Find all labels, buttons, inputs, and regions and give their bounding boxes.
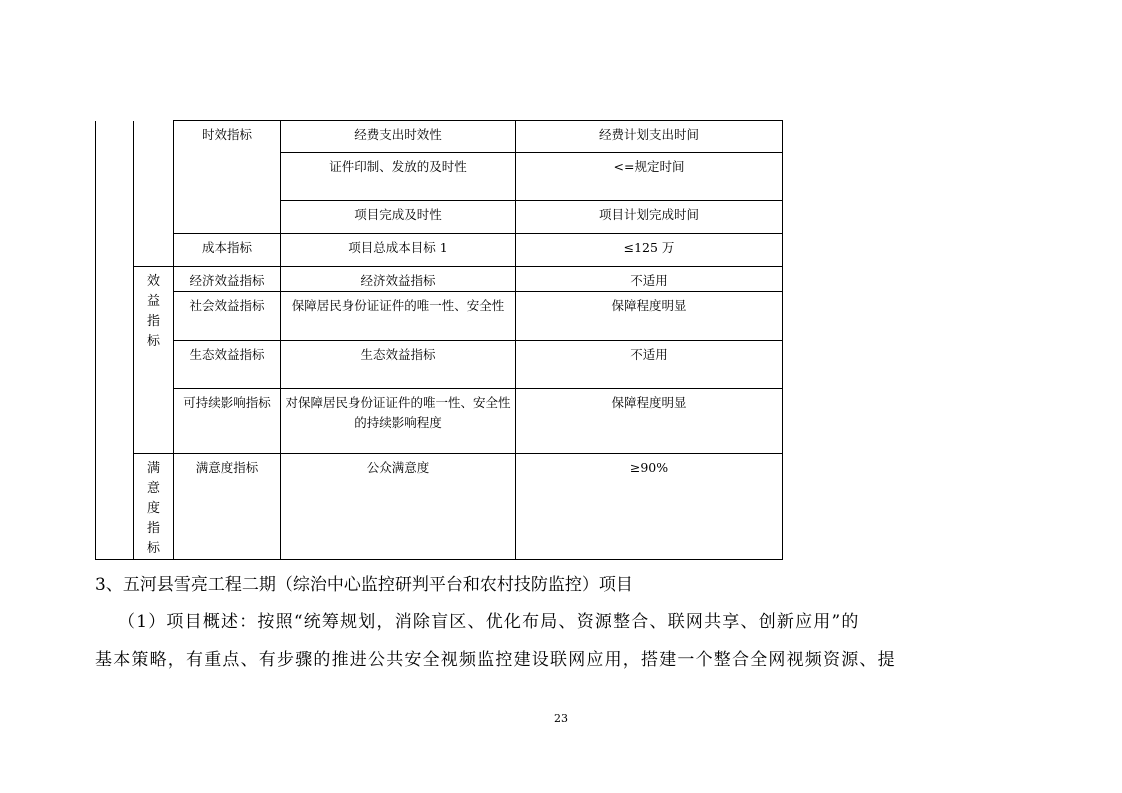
indicator-cell: 项目完成及时性 (281, 201, 516, 234)
paragraph-line: （1）项目概述：按照“统筹规划，消除盲区、优化布局、资源整合、联网共享、创新应用”的 (118, 612, 860, 632)
table-row (96, 454, 783, 560)
indicator-cell: 保障居民身份证证件的唯一性、安全性 (281, 292, 516, 341)
level1-cell (96, 121, 134, 560)
page-number: 23 (554, 712, 568, 725)
value-cell: <=规定时间 (516, 153, 783, 201)
indicator-cell: 公众满意度 (281, 454, 516, 560)
table-row (96, 267, 783, 292)
indicator-cell: 项目总成本目标 1 (281, 234, 516, 267)
table-row (96, 121, 783, 153)
indicator-cell: 生态效益指标 (281, 341, 516, 389)
level2-cell (134, 121, 174, 267)
level3-cell: 社会效益指标 (174, 292, 281, 341)
level3-cell: 满意度指标 (174, 454, 281, 560)
level3-cell: 可持续影响指标 (174, 389, 281, 454)
table-row (96, 389, 783, 454)
value-cell: 保障程度明显 (516, 292, 783, 341)
value-cell: 保障程度明显 (516, 389, 783, 454)
level3-cell: 经济效益指标 (174, 267, 281, 292)
paragraph-line: 基本策略，有重点、有步骤的推进公共安全视频监控建设联网应用，搭建一个整合全网视频资源、提 (95, 650, 896, 670)
value-cell: ≥90% (516, 454, 783, 560)
value-cell: 项目计划完成时间 (516, 201, 783, 234)
section-heading: 3、五河县雪亮工程二期（综治中心监控研判平台和农村技防监控）项目 (95, 575, 633, 595)
value-cell: 经费计划支出时间 (516, 121, 783, 153)
table-row (96, 341, 783, 389)
table-row (96, 292, 783, 341)
level2-cell: 效益指标 (134, 267, 174, 454)
level3-cell: 成本指标 (174, 234, 281, 267)
value-cell: 不适用 (516, 341, 783, 389)
value-cell: 不适用 (516, 267, 783, 292)
indicator-cell: 对保障居民身份证证件的唯一性、安全性的持续影响程度 (281, 389, 516, 454)
indicator-cell: 经费支出时效性 (281, 121, 516, 153)
table-row (96, 234, 783, 267)
value-cell: ≤125 万 (516, 234, 783, 267)
level2-cell: 满意度指标 (134, 454, 174, 560)
level3-cell: 生态效益指标 (174, 341, 281, 389)
indicator-cell: 证件印制、发放的及时性 (281, 153, 516, 201)
level3-cell: 时效指标 (174, 121, 281, 234)
performance-indicator-table (95, 120, 783, 560)
indicator-cell: 经济效益指标 (281, 267, 516, 292)
